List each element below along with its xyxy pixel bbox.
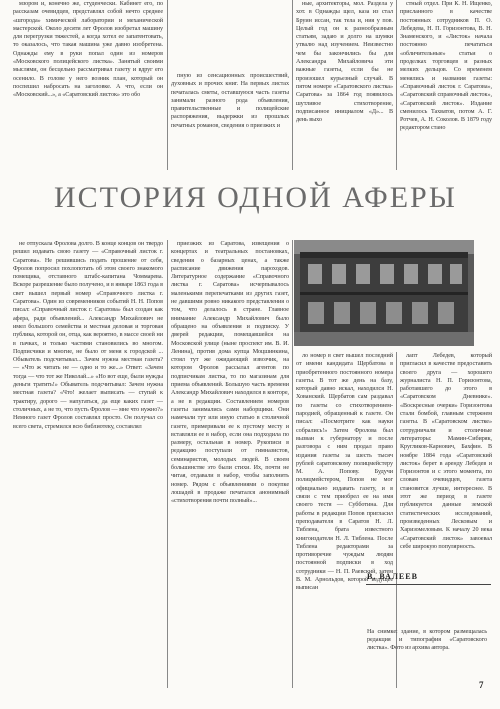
article-text: не отпускала Фролова долго. В конце концов он твердо решил издавать свою газету — «Справочный листок г. Саратова». Не решившись подать прошение от себя, Фролов попросил похлопотать об этом своего знакомого помещика, отставного штабс-капитана Чоммарева. Вскоре разрешение было получено, и в январе 1863 года в свет вышел первый номер «Справочного листка г. Саратова». Один из современников событий Н. Н. Попов писал: «Справочный листок г. Саратова» был создан как афера, ради объявлений... Александр Михайлович не имел большого семейства и местная деловая и торговая публика, которой он, отца, как вероятно, в массе своей ни в пачках, и только частями становились во многом. Подписчики и многие, не было от меня к городской ... Обыватель подсчитывал... Зачем нужна местная газета? — «Что ж читать не — одно и то же...» Ответ: «Зачем тогда — что тот же Николай...» «Но вот еще, были нужды деньги тратить!» Обыватель подсчитывал: Зачем нужна местная газета? «Что! желает выписать — ступай к трактиру, дорого — напугаться, да еще каких газет — столичных, а не то, что пусть Фролов — мне что нужно?» Немного газет Фролов составлял просто. Он получал со всего света, стремился всю библиотеку, составлял <box>13 241 163 430</box>
article-text: лапт Лебедев, который пригласил в качестве предоставить своего друга — хорошего журналиста Н. П. Горизонтова, работавшего до этого в «Саратовском Дневнике». «Воскресные очерки» Горизонтова стали бомбой, главным стержнем газеты. В «Саратовском листке» сотрудничали и столичные литераторы: Мамин-Сибиряк, Кругликов-Карнович, Бахфин. В ноябре 1884 года «Саратовский листок» берет в аренду Лебедев и Горизонтов и с этого момента, по словам очевидцев, газета становится лучше, интереснее. В этот же период в газете публикуется данные земской статистических исследований, произведенных Лесковым и Харизомеловым. К началу 20 века «Саратовский листок» завоевал себе широкую популярность. <box>400 353 492 550</box>
article-headline: ИСТОРИЯ ОДНОЙ АФЕРЫ <box>54 181 457 214</box>
article-text: мзором и, конечно же, студенчески. Кабинет его, по рассказам очевидцев, представлял собой нечто среднее «шгорода» химической лаборатории и механической мастерской. Около десяти лет Фролов изобретал машину для перегрузки тяжестей, а когда хотел ее запатентовать, то оказалось, что такая машина уже давно изобретена. Однажды ему в руки попал один из номеров «Московского полицейского листка». Занятый своими мыслями, он бесцельно рассматривал газету и вдруг его осенило. В голове у него возник план, который он поспешил набросать на заголовке. А что, если он «Московский...», а «Саратовский листок» это обо <box>13 1 163 99</box>
author-signature: В. ВАЛЕЕВ <box>367 572 418 581</box>
article-text: ло номер в свет вышел последний от имени кандидата Щербатова в приобретенного постоянного номера газеты. В тот же день на базу, который давно искал, находился Н. Хованский. Щербатов сам раздавал по газеты со стихотворением-пародией, обращенный к газете. Он писал: «Посмотрите как науки собрались!» Затем Фролова был вызван к губернатору и после разговора с ним продал право издания газеты за шесть тысяч рублей саратовскому полицмейстеру М. А. Попову. Будучи полицмейстером, Попов не мог официально издавать газету, и в связи с тем приобрел ее на имя своего тестя — Субботина. Для работы в редакции Попов пригласил преподавателя в Саратов Н. Л. Тиблена, брата известного книгоиздателя Н. Л. Тиблена. После Тиблена редакторами за противоречие чуждым людям постоянной подписки в ход сотрудники — Н. П. Раевский, затем В. М. Арнольдов, которой ведущее выписан <box>296 353 393 592</box>
column-divider <box>396 0 397 170</box>
photo-caption: На снимке: здание, в котором размещалась редакция и типография «Саратовского листка». Фото из архива автора. <box>367 628 487 652</box>
article-text: приезжих из Саратова, извещения о концертах и театральных постановках, сведения о базарных ценах, а также расписание движения пароходов. Литературное содержание «Справочного листка г. Саратова» исчерпывалось маленькими перепечатками из других газет, не давшими ровно никакого представления о том, что делалось в стране. Главное внимание Александр Михайлович было обращено на объявления и подписку. У дверей редакции, помещавшейся на Московской улице (ныне проспект им. В. И. Ленина), против дома купца Моцшинкина, стоял тут же ожидающий извозчик, на котором Фролов рассылал агентов по подписчикам листка, то по магазинам для приема объявлений. Большую часть времени Александр Михайлович находился в конторе, а не в редакции. Составлением номеров газеты занимались сами наборщики. Они намечали тут или иную статью в столичной газете, примеривали ее к пустому месту и вставляли ее в набор, если она подходила по размеру, остальная в номер. Рукописи в редакцию поступали от гимназистов, семинаристов, молодых людей. В своем большинстве это были стихи. Их, почти не читая, отдавали в набор, чтобы заполнить номер. Рядом с объявлениями о покупке лошадей в продаже печатался анонимный «стихотворения почти полный»... <box>171 241 289 505</box>
column-divider <box>167 0 168 170</box>
article-column-top-mid <box>171 72 289 170</box>
article-text: ные, архитекторы, мол. Раздела у хот. в Однажды щел, каза из стал Бруин иссан, так тела и, ния у пов. Целый год он к разнообразным статьям, задаю и долго на шумки утвалю над изучением. Неизвестно чем бы закончились бы для Александра Михайловича эти важные газеты, если бы не произошел курьезный случай. В пятом номере «Саратовского листка» Саратова» за 1864 год появилось шутливое стихотворение, подписанное инициалом «Д»... В день выхо <box>296 1 393 124</box>
building-photo-image <box>294 240 474 346</box>
article-column-mid-left <box>13 240 163 685</box>
article-text: пную из сенсационных происшествий, духовных и прочих книг. На первых листах печаталась сметы, оставшуюся часть газеты занимали разного рода объявления, правительственные и полицейские распоряжения, выдержки из прошлых печатных романов, сведения о приезжих и <box>171 73 289 129</box>
article-column-top-left <box>13 0 163 170</box>
article-column-mid-mid <box>171 240 289 685</box>
page-number: 7 <box>479 680 484 690</box>
article-text: стный отдел. При К. Н. Ищенко, присланного в качестве постоянных сотрудников П. О. Лебедева, Н. П. Горизонтова, В. Н. Знаменского, и «Листок» начала постоянно печататься «обличительные» статьи о проделках торговцев и разных мелких дельцов. Со временем менялись и названия газеты: «Справочный листок г. Саратова», «Саратовский справочный листок», «Саратовский листок». Издание сменилось Тахватов, потом А. Г. Ротчев, А. Н. Соколов. В 1879 году редактором стано <box>400 1 492 132</box>
column-divider <box>167 240 168 688</box>
article-column-mid-right-b <box>400 352 492 567</box>
article-column-top-right-b <box>400 0 492 170</box>
article-column-top-right-a <box>296 0 393 170</box>
signature-rule <box>366 584 491 585</box>
column-divider <box>292 240 293 688</box>
building-photo <box>294 240 474 346</box>
column-divider <box>292 0 293 170</box>
